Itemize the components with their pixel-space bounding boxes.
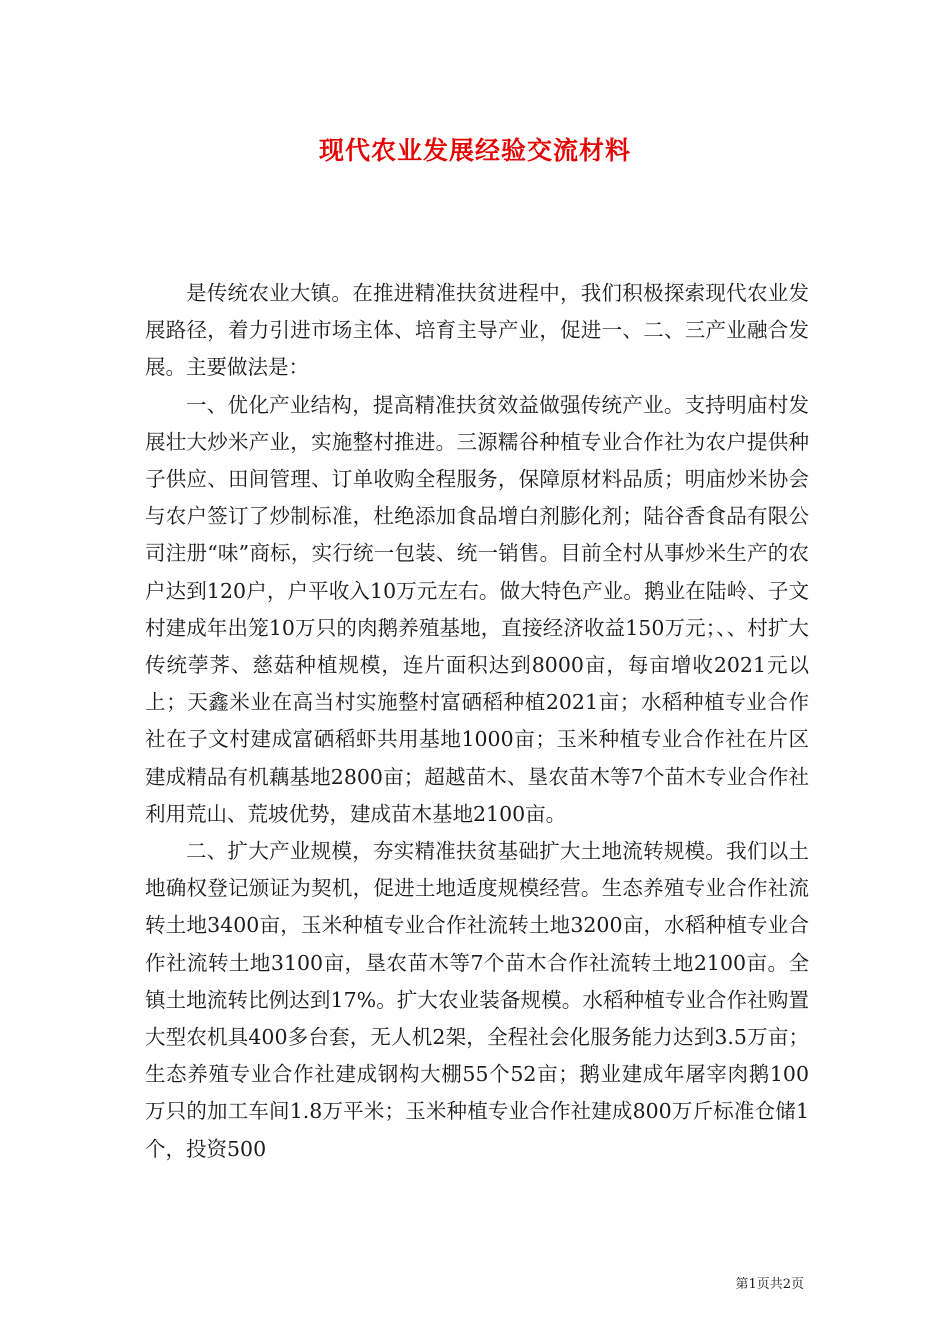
document-title: 现代农业发展经验交流材料 bbox=[318, 136, 631, 165]
document-body bbox=[145, 275, 809, 1168]
page-number: 第1页共2页 bbox=[735, 1277, 804, 1292]
paragraph-intro: 是传统农业大镇。在推进精准扶贫进程中，我们积极探索现代农业发展路径，着力引进市场主体、培育主导产业，促进一、二、三产业融合发展。主要做法是： bbox=[145, 281, 809, 380]
paragraph-section-two: 二、扩大产业规模，夯实精准扶贫基础扩大土地流转规模。我们以土地确权登记颁证为契机，促进土地适度规模经营。生态养殖专业合作社流转土地3400亩，玉米种植专业合作社流转土地3200亩，水稻种植专业合作社流转土地3100亩，垦农苗木等7个苗木合作社流转土地2100亩。全镇土地流转比例达到17%。扩大农业装备规模。水稻种植专业合作社购置大型农机具400多台套，无人机2架，全程社会化服务能力达到3.5万亩；生态养殖专业合作社建成钢构大棚55个52亩；鹅业建成年屠宰肉鹅100万只的加工车间1.8万平米；玉米种植专业合作社建成800万斤标准仓储1个，投资500 bbox=[145, 839, 809, 1161]
paragraph-section-one: 一、优化产业结构，提高精准扶贫效益做强传统产业。支持明庙村发展壮大炒米产业，实施整村推进。三源糯谷种植专业合作社为农户提供种子供应、田间管理、订单收购全程服务，保障原材料品质；明庙炒米协会与农户签订了炒制标准，杜绝添加食品增白剂膨化剂；陆谷香食品有限公司注册“味”商标，实行统一包装、统一销售。目前全村从事炒米生产的农户达到120户，户平收入10万元左右。做大特色产业。鹅业在陆岭、子文村建成年出笼10万只的肉鹅养殖基地，直接经济收益150万元；、、村扩大传统荸荠、慈菇种植规模，连片面积达到8000亩，每亩增收2021元以上；天鑫米业在高当村实施整村富硒稻种植2021亩；水稻种植专业合作社在子文村建成富硒稻虾共用基地1000亩；玉米种植专业合作社在片区建成精品有机藕基地2800亩；超越苗木、垦农苗木等7个苗木专业合作社利用荒山、荒坡优势，建成苗木基地2100亩。 bbox=[145, 392, 809, 826]
